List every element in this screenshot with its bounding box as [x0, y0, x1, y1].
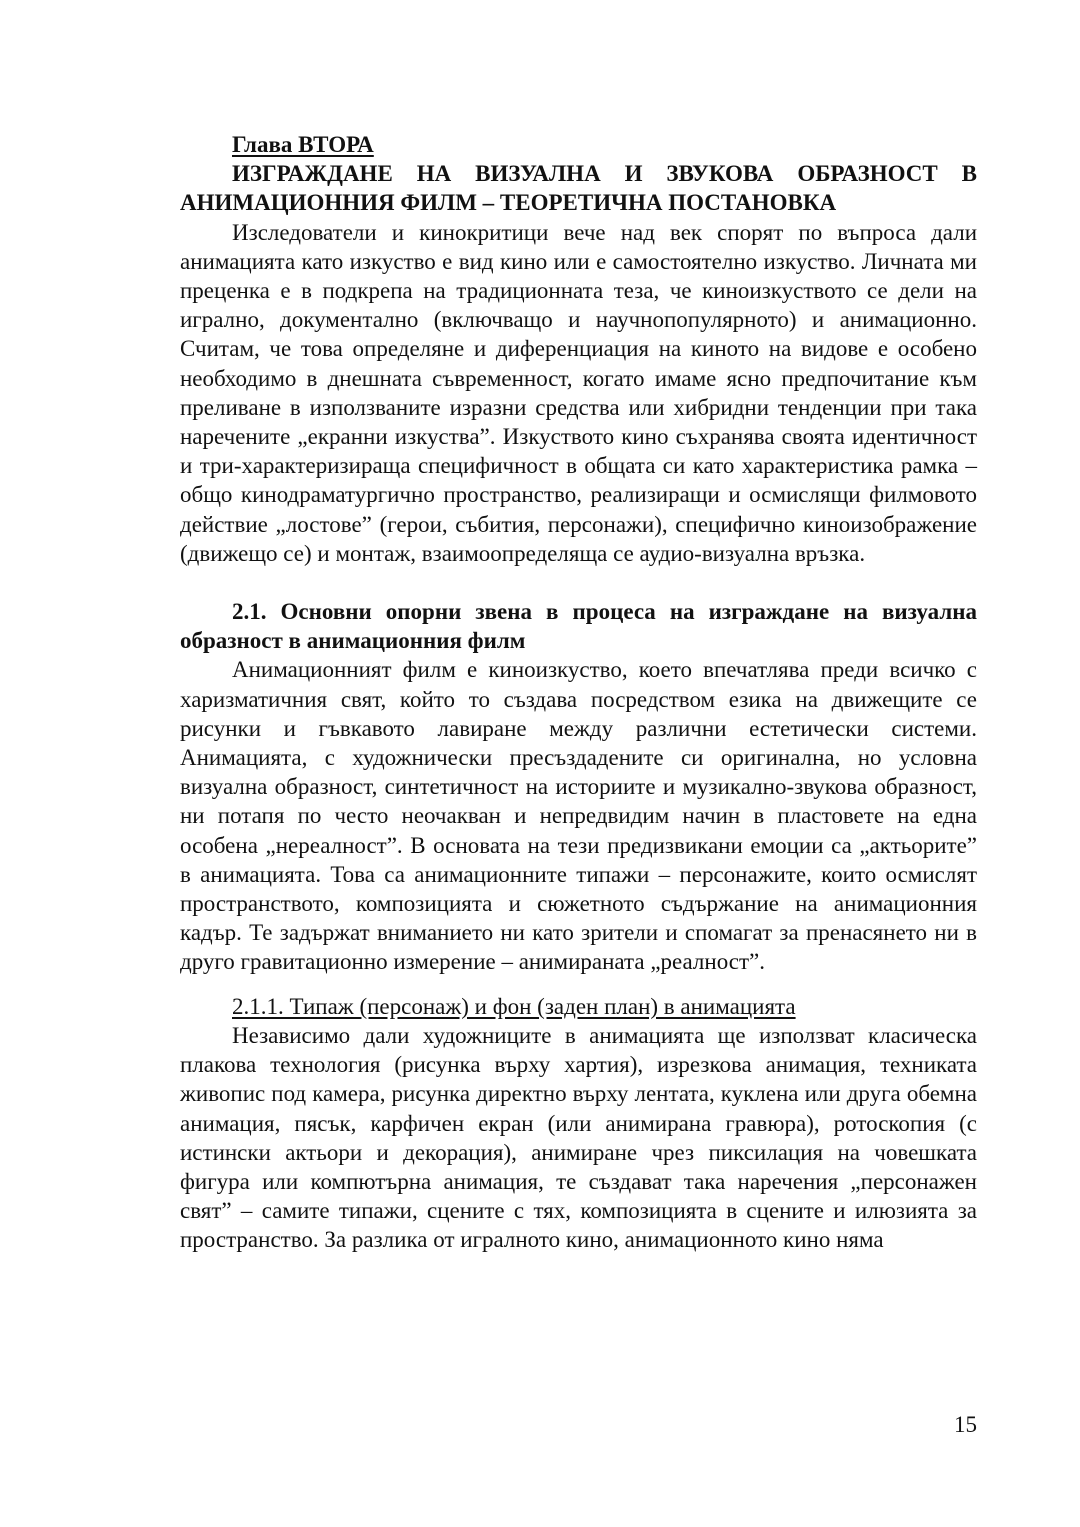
- section-heading: 2.1. Основни опорни звена в процеса на изграждане на визуална образност в анимационния филм: [180, 599, 977, 654]
- chapter-label: Глава ВТОРА: [232, 132, 374, 157]
- chapter-title: ИЗГРАЖДАНЕ НА ВИЗУАЛНА И ЗВУКОВА ОБРАЗНОСТ В АНИМАЦИОННИЯ ФИЛМ – ТЕОРЕТИЧНА ПОСТАНОВКА: [180, 161, 977, 216]
- subsection-paragraph: Независимо дали художниците в анимацията ще използват класическа плакова технология (рисунка върху хартия), изрезкова анимация, техниката живопис под камера, рисунка директно върху лентата, куклена или друга обемна анимация, пясък, карфичен екран (или анимирана гравюра), ротоскопия (с истински актьори и декорация), анимиране чрез пиксилация на човешката фигура или компютърна анимация, те създават така наречения „персонажен свят” – самите типажи, сцените с тях, композицията в сцените и илюзията за пространство. За разлика от игралното кино, анимационното кино няма: [180, 1022, 977, 1253]
- page-number: 15: [954, 1412, 977, 1437]
- document-page: [180, 130, 977, 1255]
- chapter-intro-paragraph: Изследователи и кинокритици вече над век спорят по въпроса дали анимацията като изкуство е вид кино или е самостоятелно изкуство. Личната ми преценка е в подкрепа на традиционната теза, че киноизкуството се дели на игрално, документално (включващо и научнопопулярното) и анимационно. Считам, че това определяне и диференциация на киното на видове е особено необходимо в днешната съвременност, когато имаме ясно предпочитание към преливане в използваните изразни средства или хибридни тенденции при така наречените „екранни изкуства”. Изкуството кино съхранява своята идентичност и три-характеризираща специфичност в общата си като характеристика рамка – общо кинодраматургично пространство, реализиращи и осмислящи филмовото действие „лостове” (герои, събития, персонажи), специфично киноизображение (движещо се) и монтаж, взаимоопределяща се аудио-визуална връзка.: [180, 219, 977, 566]
- section-paragraph: Анимационният филм е киноизкуство, което впечатлява преди всичко с харизматичния свят, който то създава посредством езика на движещите се рисунки и гъвкавото лавиране между различни естетически системи. Анимацията, с художнически пресъздадените си оригинална, но условна визуална образност, синтетичност на историите и музикално-звукова образност, ни потапя по често неочакван и непредвидим начин в пластовете на една особена „нереалност”. В основата на тези предизвикани емоции са „актьорите” в анимацията. Това са анимационните типажи – персонажите, които осмислят пространството, композицията и сюжетното съдържание на анимационния кадър. Те задържат вниманието ни като зрители и спомагат за пренасянето ни в друго гравитационно измерение – анимираната „реалност”.: [180, 657, 977, 975]
- subsection-heading: 2.1.1. Типаж (персонаж) и фон (заден план) в анимацията: [232, 993, 796, 1019]
